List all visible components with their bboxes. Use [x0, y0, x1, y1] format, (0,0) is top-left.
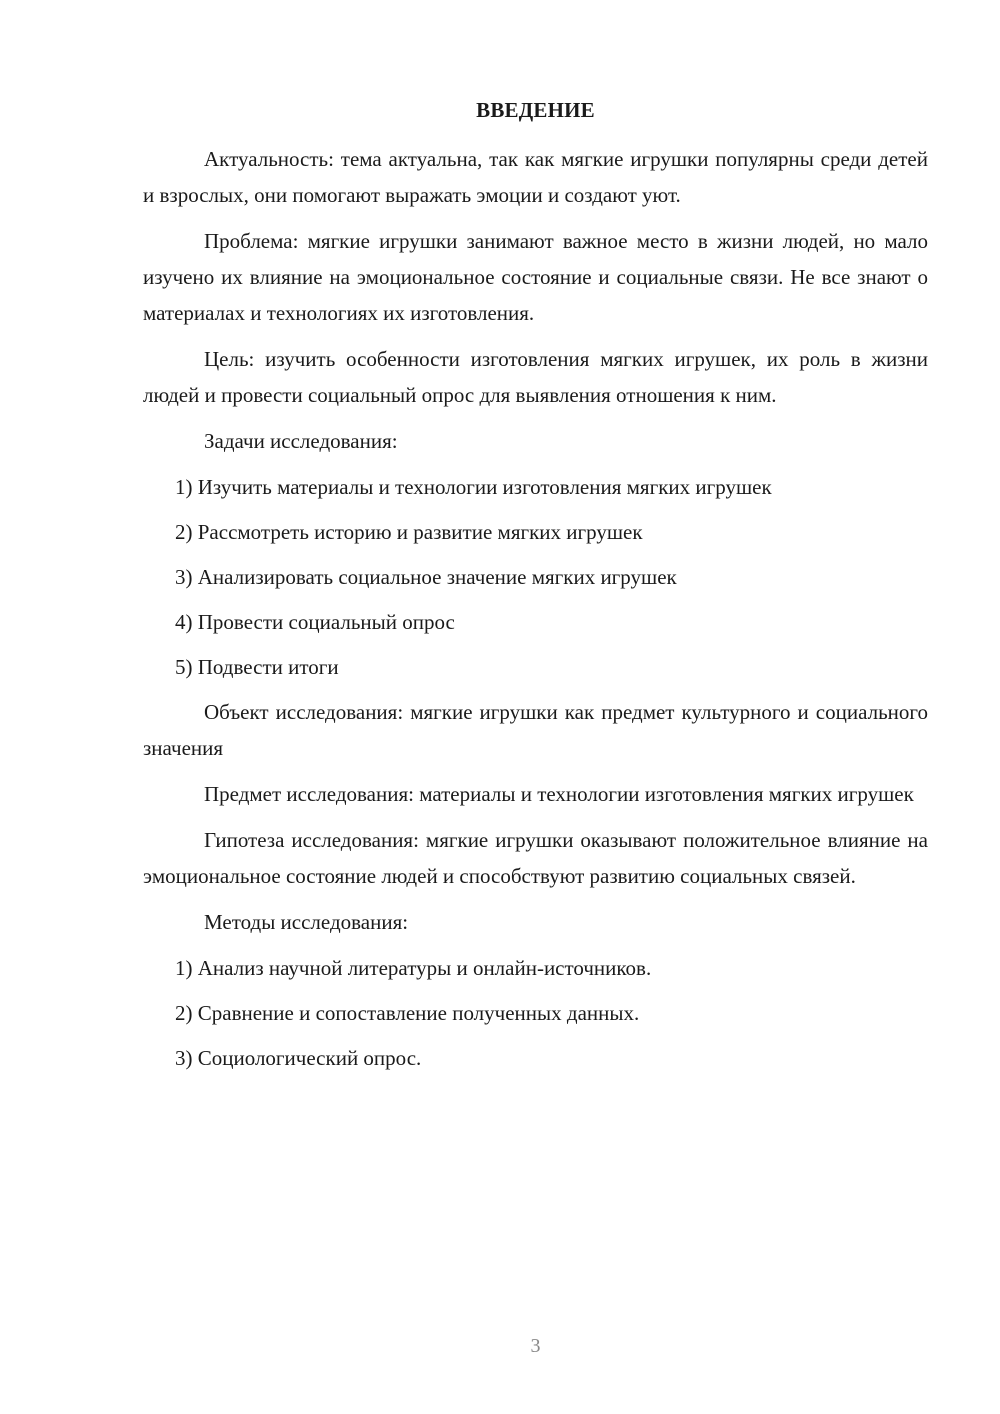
document-page — [143, 0, 928, 1414]
hypothesis-paragraph: Гипотеза исследования: мягкие игрушки оказывают положительное влияние на эмоциональное состояние людей и способствуют развитию социальных связей. — [143, 828, 928, 888]
methods-heading: Методы исследования: — [204, 910, 409, 934]
object-paragraph: Объект исследования: мягкие игрушки как предмет культурного и социального значения — [143, 700, 928, 760]
tasks-heading: Задачи исследования: — [204, 429, 398, 453]
list-item: 1) Изучить материалы и технологии изготовления мягких игрушек — [175, 475, 772, 499]
tasks-list — [143, 469, 928, 685]
problem-paragraph: Проблема: мягкие игрушки занимают важное место в жизни людей, но мало изучено их влияние на эмоциональное состояние и социальные связи. Не все знают о материалах и технологиях их изготовления. — [143, 229, 928, 325]
list-item: 2) Сравнение и сопоставление полученных данных. — [175, 1001, 640, 1025]
section-title: ВВЕДЕНИЕ — [476, 98, 595, 122]
relevance-paragraph: Актуальность: тема актуальна, так как мягкие игрушки популярны среди детей и взрослых, они помогают выражать эмоции и создают уют. — [143, 147, 928, 207]
list-item: 5) Подвести итоги — [175, 655, 339, 679]
goal-paragraph: Цель: изучить особенности изготовления мягких игрушек, их роль в жизни людей и провести социальный опрос для выявления отношения к ним. — [143, 347, 928, 407]
document-body — [143, 141, 928, 1085]
list-item: 3) Анализировать социальное значение мягких игрушек — [175, 565, 677, 589]
list-item: 1) Анализ научной литературы и онлайн-источников. — [175, 956, 652, 980]
list-item: 4) Провести социальный опрос — [175, 610, 455, 634]
methods-list — [143, 950, 928, 1076]
subject-paragraph: Предмет исследования: материалы и технологии изготовления мягких игрушек — [204, 782, 914, 806]
list-item: 3) Социологический опрос. — [175, 1046, 422, 1070]
list-item: 2) Рассмотреть историю и развитие мягких игрушек — [175, 520, 643, 544]
page-number: 3 — [530, 1335, 541, 1357]
